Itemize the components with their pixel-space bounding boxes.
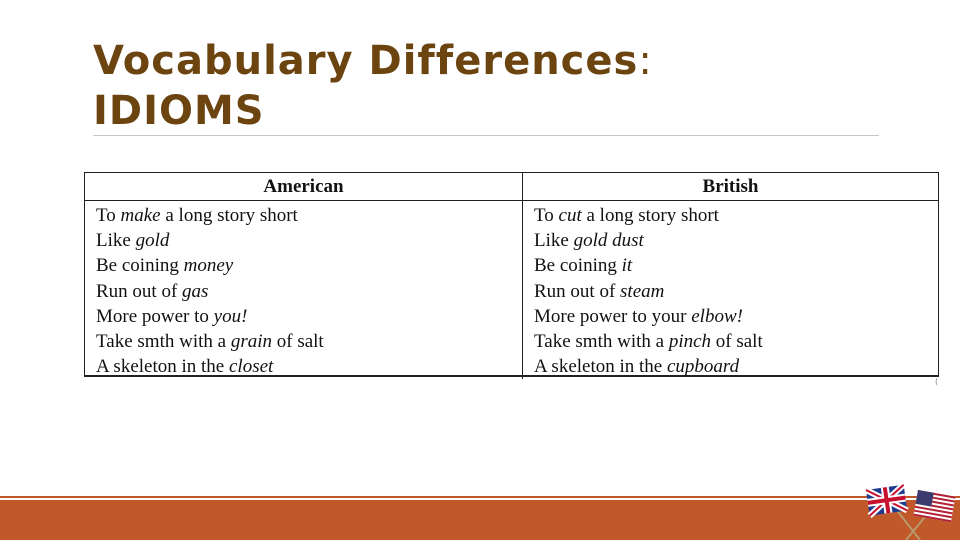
american-idiom-em: you! bbox=[213, 305, 248, 327]
british-idiom-em: it bbox=[621, 255, 633, 277]
british-idiom-em: elbow! bbox=[691, 305, 743, 327]
british-idiom bbox=[534, 228, 938, 253]
british-idiom-em: steam bbox=[620, 280, 665, 302]
american-idiom-em: money bbox=[183, 255, 234, 277]
american-idiom-pre: Run out of bbox=[96, 280, 183, 302]
table-corner-mark: ( bbox=[935, 377, 939, 386]
american-idiom bbox=[96, 304, 522, 329]
british-idiom-pre: Be coining bbox=[534, 255, 622, 277]
table-body-row bbox=[85, 201, 938, 380]
british-idiom-pre: Like bbox=[534, 230, 574, 252]
idioms-table bbox=[84, 172, 939, 377]
british-idiom bbox=[534, 304, 938, 329]
american-idiom-pre: Be coining bbox=[96, 255, 184, 277]
header-british: British bbox=[523, 173, 939, 201]
american-idiom bbox=[96, 279, 522, 304]
british-idiom-pre: Run out of bbox=[534, 280, 621, 302]
american-idiom bbox=[96, 253, 522, 278]
british-column bbox=[523, 201, 939, 380]
british-idiom-em: pinch bbox=[668, 330, 712, 352]
header-american: American bbox=[85, 173, 523, 201]
american-column bbox=[85, 201, 523, 380]
footer-accent-line bbox=[0, 496, 960, 498]
american-idiom-pre: A skeleton in the bbox=[96, 356, 229, 378]
british-idiom-pre: More power to your bbox=[534, 305, 692, 327]
british-idiom bbox=[534, 203, 938, 228]
american-idiom-em: gas bbox=[182, 280, 209, 302]
british-idiom-pre: To bbox=[534, 205, 559, 226]
american-idiom-em: grain bbox=[230, 330, 272, 352]
american-idiom-post: a long story short bbox=[160, 205, 298, 226]
table-header-row bbox=[85, 173, 938, 201]
american-idiom-pre: Take smth with a bbox=[96, 330, 231, 352]
british-idiom-pre: Take smth with a bbox=[534, 330, 669, 352]
american-idiom-post: of salt bbox=[272, 330, 324, 352]
british-idiom-post: of salt bbox=[711, 330, 763, 352]
title-main: Vocabulary Differences bbox=[93, 38, 639, 84]
british-idiom bbox=[534, 279, 938, 304]
british-idiom-em: cut bbox=[558, 205, 582, 226]
title-sub: IDIOMS bbox=[93, 88, 265, 134]
american-idiom-em: make bbox=[120, 205, 161, 226]
uk-us-flags-icon bbox=[862, 484, 960, 540]
british-idiom-pre: A skeleton in the bbox=[534, 356, 667, 378]
british-idiom bbox=[534, 329, 938, 354]
british-idiom-em: cupboard bbox=[666, 356, 740, 378]
footer-bar bbox=[0, 500, 960, 540]
british-idiom bbox=[534, 354, 938, 379]
american-idiom bbox=[96, 354, 522, 379]
american-idiom-pre: To bbox=[96, 205, 121, 226]
british-idiom bbox=[534, 253, 938, 278]
american-idiom bbox=[96, 228, 522, 253]
american-idiom-em: gold bbox=[135, 230, 170, 252]
british-idiom-em: gold dust bbox=[573, 230, 644, 252]
american-idiom-pre: More power to bbox=[96, 305, 214, 327]
title-divider bbox=[93, 135, 879, 136]
title-colon: : bbox=[638, 38, 653, 84]
american-idiom-em: closet bbox=[228, 356, 274, 378]
american-idiom bbox=[96, 329, 522, 354]
british-idiom-post: a long story short bbox=[581, 205, 719, 226]
american-idiom bbox=[96, 203, 522, 228]
american-idiom-pre: Like bbox=[96, 230, 136, 252]
slide-title bbox=[93, 36, 883, 136]
